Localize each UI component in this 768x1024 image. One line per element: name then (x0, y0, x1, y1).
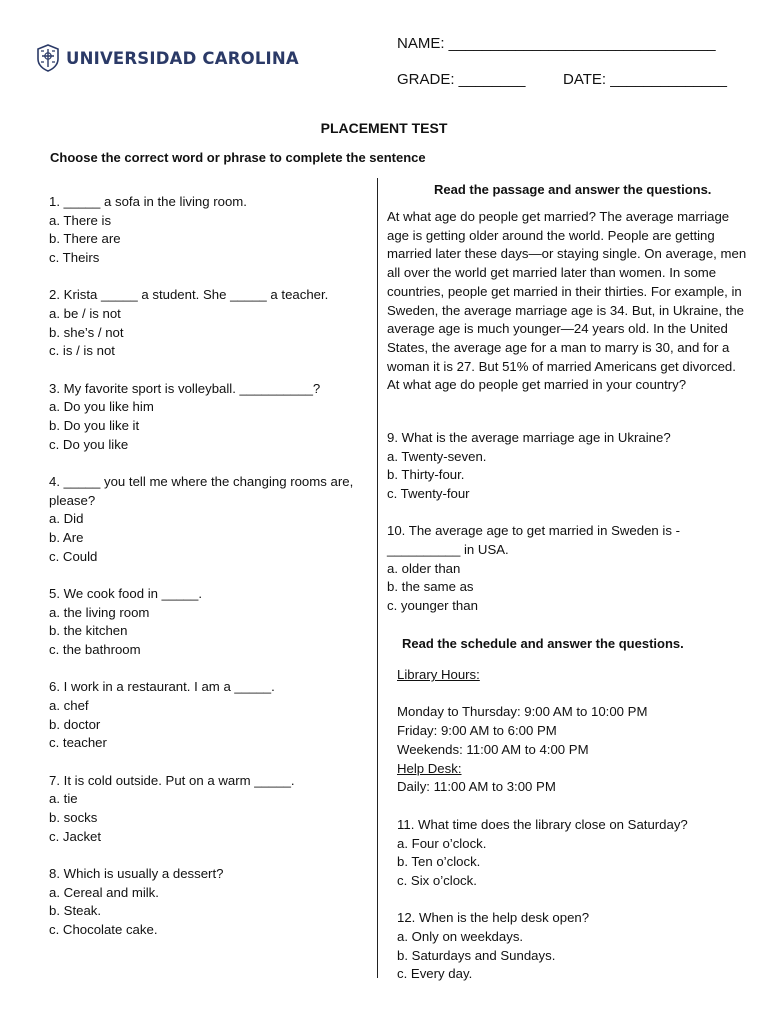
option-a: a. the living room (49, 604, 150, 620)
option-b: b. Do you like it (49, 418, 140, 434)
option-a: a. Twenty-seven. (387, 448, 487, 464)
question-text: 3. My favorite sport is volleyball. __________? (49, 380, 321, 396)
passage-heading: Read the passage and answer the questions. (434, 182, 712, 197)
grade-field: GRADE: ________ (397, 71, 526, 88)
option-b: b. she’s / not (49, 324, 124, 340)
option-c: c. younger than (387, 598, 478, 614)
option-c: c. Could (49, 548, 98, 564)
question-4 (49, 473, 359, 567)
library-hours-label: Library Hours: (397, 667, 480, 682)
logo-text: UNIVERSIDAD CAROLINA (66, 48, 299, 68)
question-text: 9. What is the average marriage age in Ukraine? (387, 430, 671, 445)
option-c: c. Twenty-four (387, 486, 470, 502)
option-b: b. doctor (49, 716, 101, 732)
option-a: a. older than (387, 560, 461, 576)
question-10 (387, 522, 751, 616)
option-c: c. Six o’clock. (397, 873, 477, 889)
option-b: b. There are (49, 231, 121, 247)
question-12 (397, 909, 747, 984)
option-c: c. teacher (49, 735, 107, 751)
option-a: a. be / is not (49, 306, 121, 322)
option-c: c. is / is not (49, 343, 115, 359)
question-1 (49, 193, 359, 268)
hours-weekends: Weekends: 11:00 AM to 4:00 PM (397, 741, 589, 757)
question-text: 8. Which is usually a dessert? (49, 865, 224, 881)
question-text: 2. Krista _____ a student. She _____ a teacher. (49, 287, 329, 303)
question-text: 5. We cook food in _____. (49, 585, 202, 601)
option-c: c. Chocolate cake. (49, 922, 158, 937)
option-b: b. the same as (387, 579, 474, 595)
option-b: b. Thirty-four. (387, 467, 465, 483)
question-text: 12. When is the help desk open? (397, 910, 590, 926)
crest-icon (36, 44, 60, 72)
question-text: 7. It is cold outside. Put on a warm _____. (49, 772, 295, 788)
passage-questions (387, 429, 751, 634)
left-question-column (49, 193, 359, 958)
question-8 (49, 865, 359, 940)
question-9 (387, 429, 751, 504)
option-b: b. socks (49, 809, 98, 825)
university-logo (36, 42, 299, 74)
option-a: a. Cereal and milk. (49, 884, 159, 900)
page-title: PLACEMENT TEST (320, 120, 448, 136)
option-b: b. Ten o’clock. (397, 854, 481, 870)
option-a: a. Only on weekdays. (397, 928, 524, 944)
question-6 (49, 678, 359, 753)
question-text: 4. _____ you tell me where the changing rooms are, please? (49, 473, 354, 508)
option-c: c. Every day. (397, 966, 473, 982)
option-c: c. Jacket (49, 828, 102, 844)
question-7 (49, 772, 359, 847)
option-a: a. Did (49, 511, 84, 527)
question-11 (397, 816, 747, 891)
help-desk-hours: Daily: 11:00 AM to 3:00 PM (397, 779, 556, 795)
option-c: c. Theirs (49, 250, 100, 266)
help-desk-label: Help Desk: (397, 760, 462, 776)
question-2 (49, 286, 359, 361)
option-c: c. Do you like (49, 436, 129, 452)
question-text: 10. The average age to get married in Sweden is - __________ in USA. (387, 523, 680, 558)
option-b: b. the kitchen (49, 623, 128, 639)
date-field: DATE: ______________ (563, 71, 728, 88)
instructions: Choose the correct word or phrase to complete the sentence (50, 150, 426, 165)
question-text: 11. What time does the library close on Saturday? (397, 816, 688, 832)
option-a: a. Do you like him (49, 399, 154, 415)
option-a: a. chef (49, 697, 89, 713)
name-field: NAME: ________________________________ (397, 35, 716, 52)
option-a: a. tie (49, 791, 78, 807)
hours-mon-thu: Monday to Thursday: 9:00 AM to 10:00 PM (397, 704, 648, 720)
schedule-heading: Read the schedule and answer the questions. (402, 636, 684, 651)
question-text: 6. I work in a restaurant. I am a _____. (49, 679, 275, 695)
option-b: b. Steak. (49, 903, 102, 919)
option-c: c. the bathroom (49, 642, 141, 658)
option-b: b. Are (49, 530, 84, 546)
question-text: 1. _____ a sofa in the living room. (49, 194, 247, 209)
question-5 (49, 585, 359, 660)
option-a: a. There is (49, 212, 112, 228)
option-b: b. Saturdays and Sundays. (397, 947, 556, 963)
schedule-block (397, 666, 747, 1003)
column-divider (377, 178, 378, 978)
hours-friday: Friday: 9:00 AM to 6:00 PM (397, 723, 557, 739)
reading-passage: At what age do people get married? The average marriage age is getting older around the world. People are getting married later these days—or staying single. On average, men all over the world get married later than women. In some countries, people get married in their thirties. For example, in Sweden, the average marriage age is 34. But, in Ukraine, the average age is much younger—24 years old. In the United States, the average age for a man to marry is 30, and for a woman it is 27. But 51% of married Americans get divorced. At what age do people get married in your country? (387, 209, 747, 393)
question-3 (49, 380, 359, 455)
option-a: a. Four o’clock. (397, 835, 487, 851)
